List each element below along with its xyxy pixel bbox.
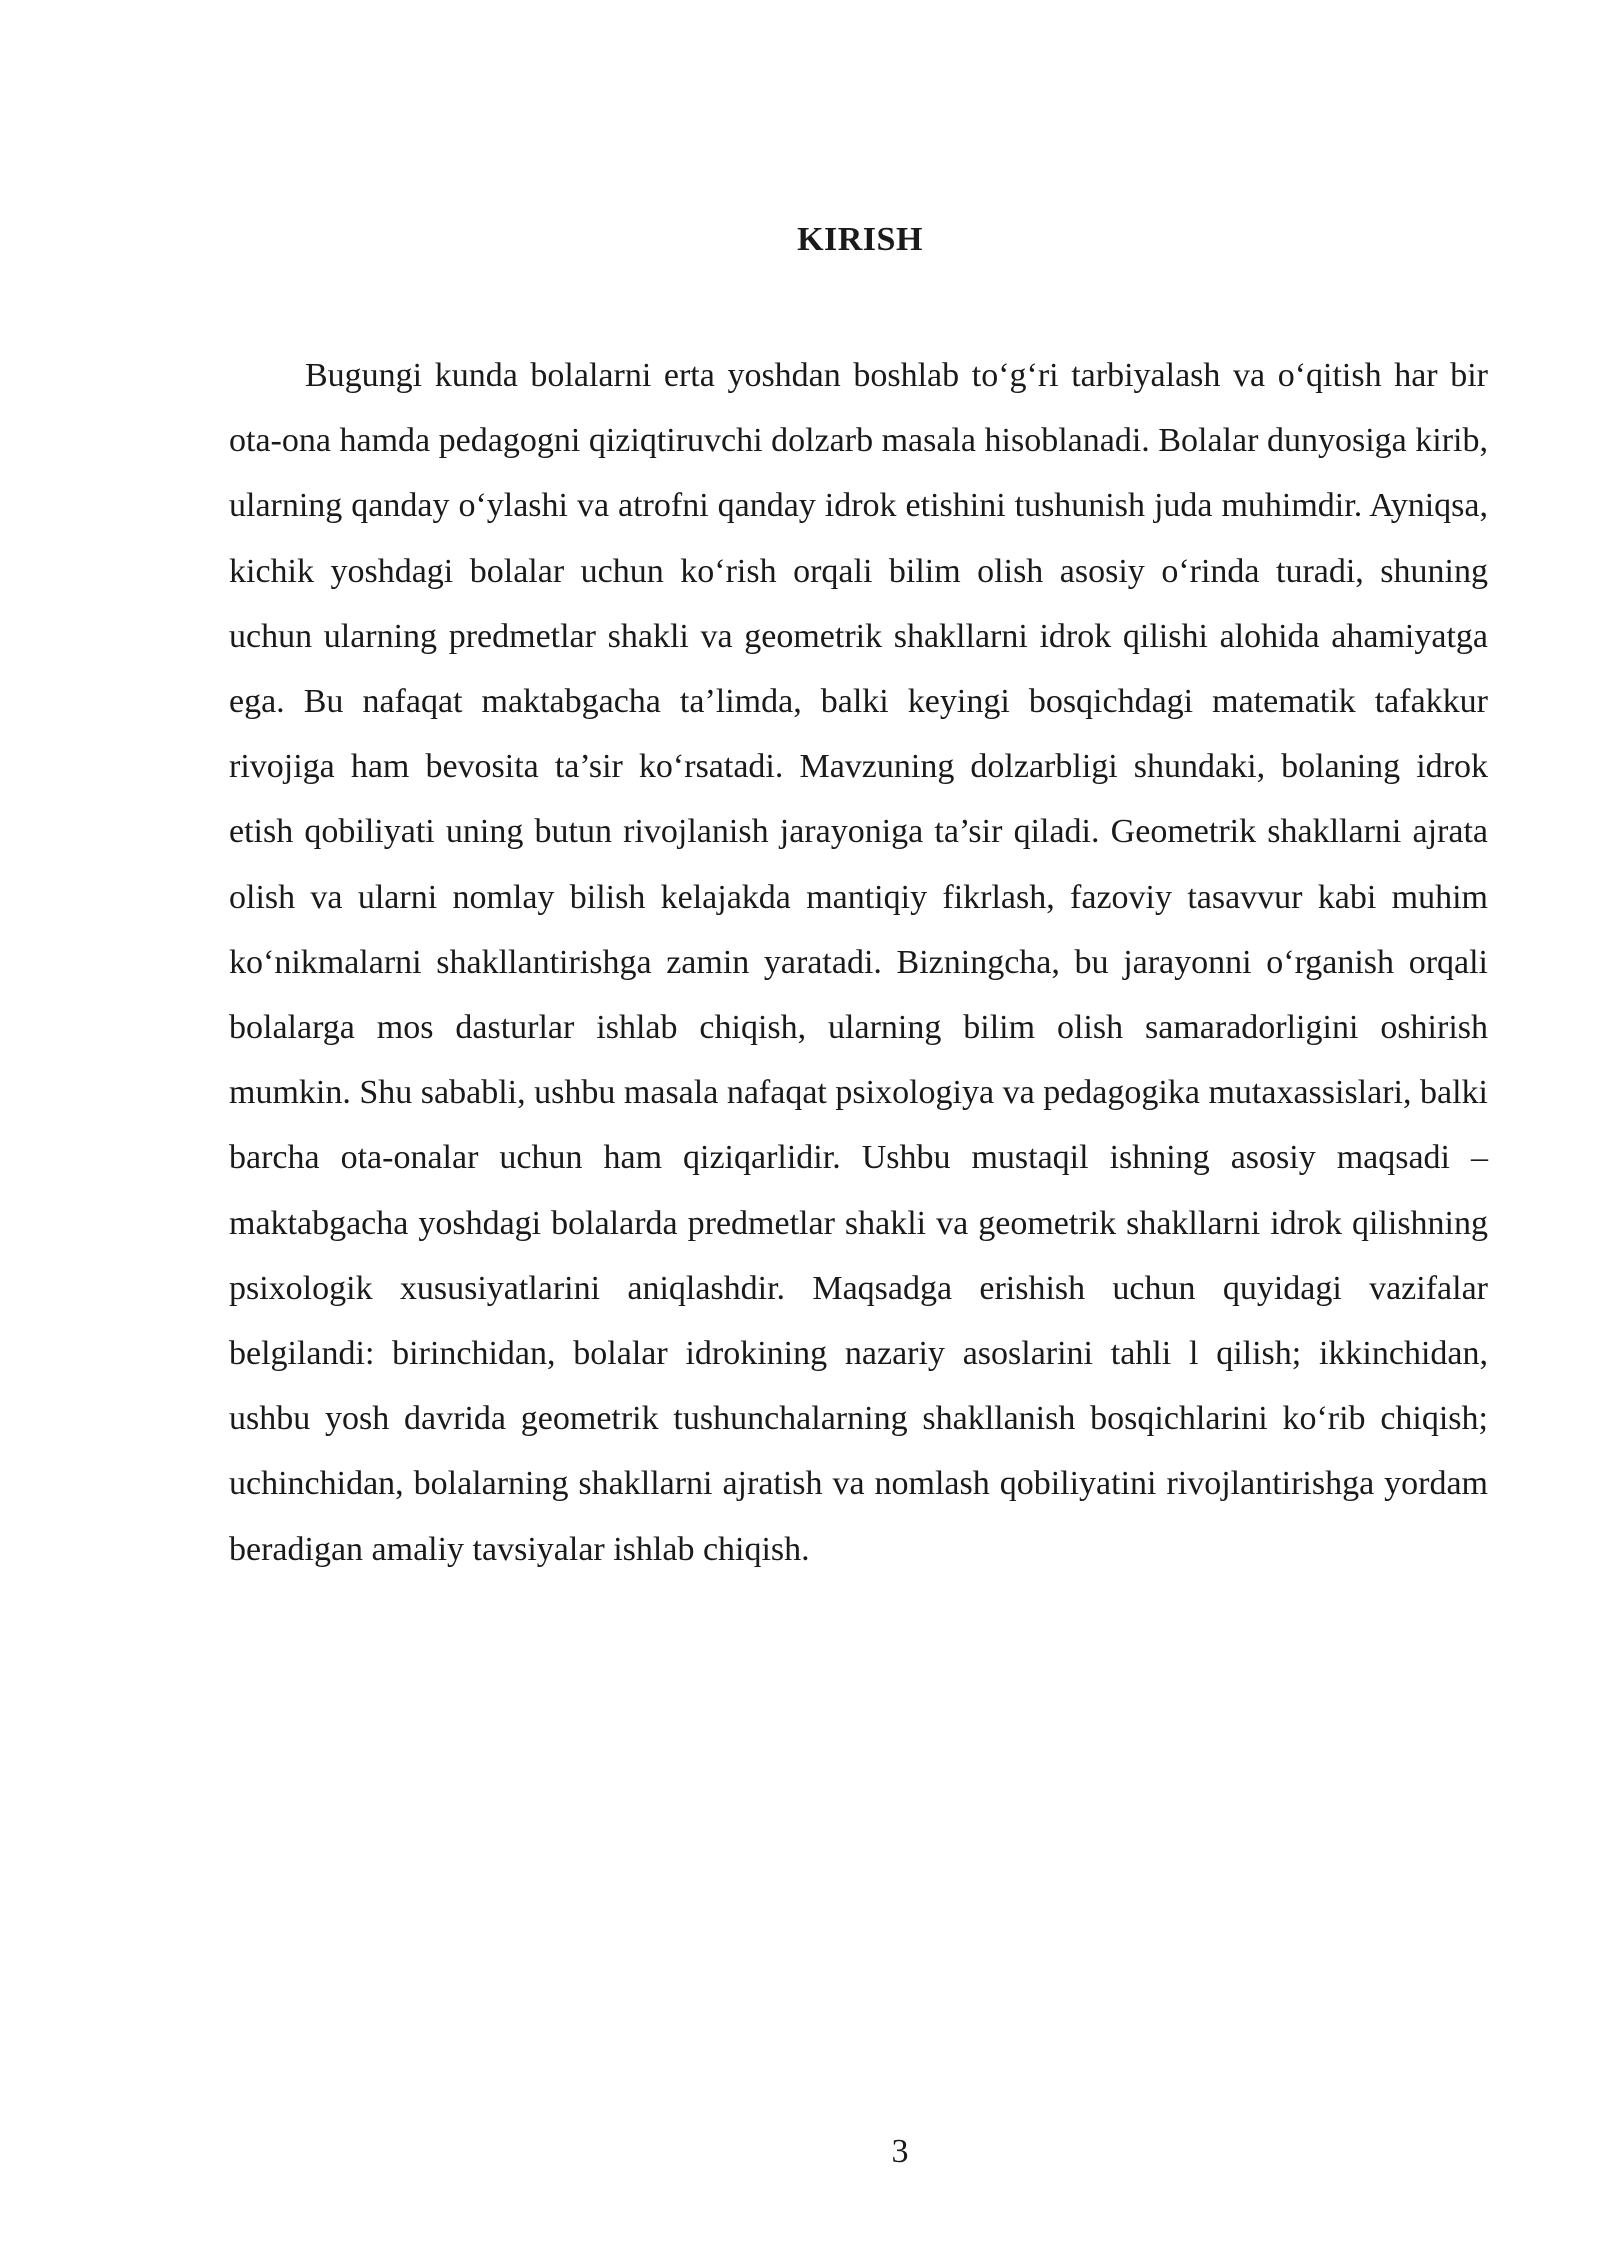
page-number: 3 bbox=[891, 2133, 909, 2170]
body-paragraph: Bugungi kunda bolalarni erta yoshdan boshlab to‘g‘ri tarbiyalash va o‘qitish har bir ota-ona hamda pedagogni qiziqtiruvchi dolzarb masala hisoblanadi. Bolalar dunyosiga kirib, ularning qanday o‘ylashi va atrofni qanday idrok etishini tushunish juda muhimdir. Ayniqsa, kichik yoshdagi bolalar uchun ko‘rish orqali bilim olish asosiy o‘rinda turadi, shuning uchun ularning predmetlar shakli va geometrik shakllarni idrok qilishi alohida ahamiyatga ega. Bu nafaqat maktabgacha ta’limda, balki keyingi bosqichdagi matematik tafakkur rivojiga ham bevosita ta’sir ko‘rsatadi. Mavzuning dolzarbligi shundaki, bolaning idrok etish qobiliyati uning butun rivojlanish jarayoniga ta’sir qiladi. Geometrik shakllarni ajrata olish va ularni nomlay bilish kelajakda mantiqiy fikrlash, fazoviy tasavvur kabi muhim ko‘nikmalarni shakllantirishga zamin yaratadi. Bizningcha, bu jarayonni o‘rganish orqali bolalarga mos dasturlar ishlab chiqish, ularning bilim olish samaradorligini oshirish mumkin. Shu sababli, ushbu masala nafaqat psixologiya va pedagogika mutaxassislari, balki barcha ota-onalar uchun ham qiziqarlidir. Ushbu mustaqil ishning asosiy maqsadi – maktabgacha yoshdagi bolalarda predmetlar shakli va geometrik shakllarni idrok qilishning psixologik xususiyatlarini aniqlashdir. Maqsadga erishish uchun quyidagi vazifalar belgilandi: birinchidan, bolalar idrokining nazariy asoslarini tahli l qilish; ikkinchidan, ushbu yosh davrida geometrik tushunchalarning shakllanish bosqichlarini ko‘rib chiqish; uchinchidan, bolalarning shakllarni ajratish va nomlash qobiliyatini rivojlantirishga yordam beradigan amaliy tavsiyalar ishlab chiqish. bbox=[229, 357, 1488, 1568]
page-title: KIRISH bbox=[797, 221, 923, 258]
